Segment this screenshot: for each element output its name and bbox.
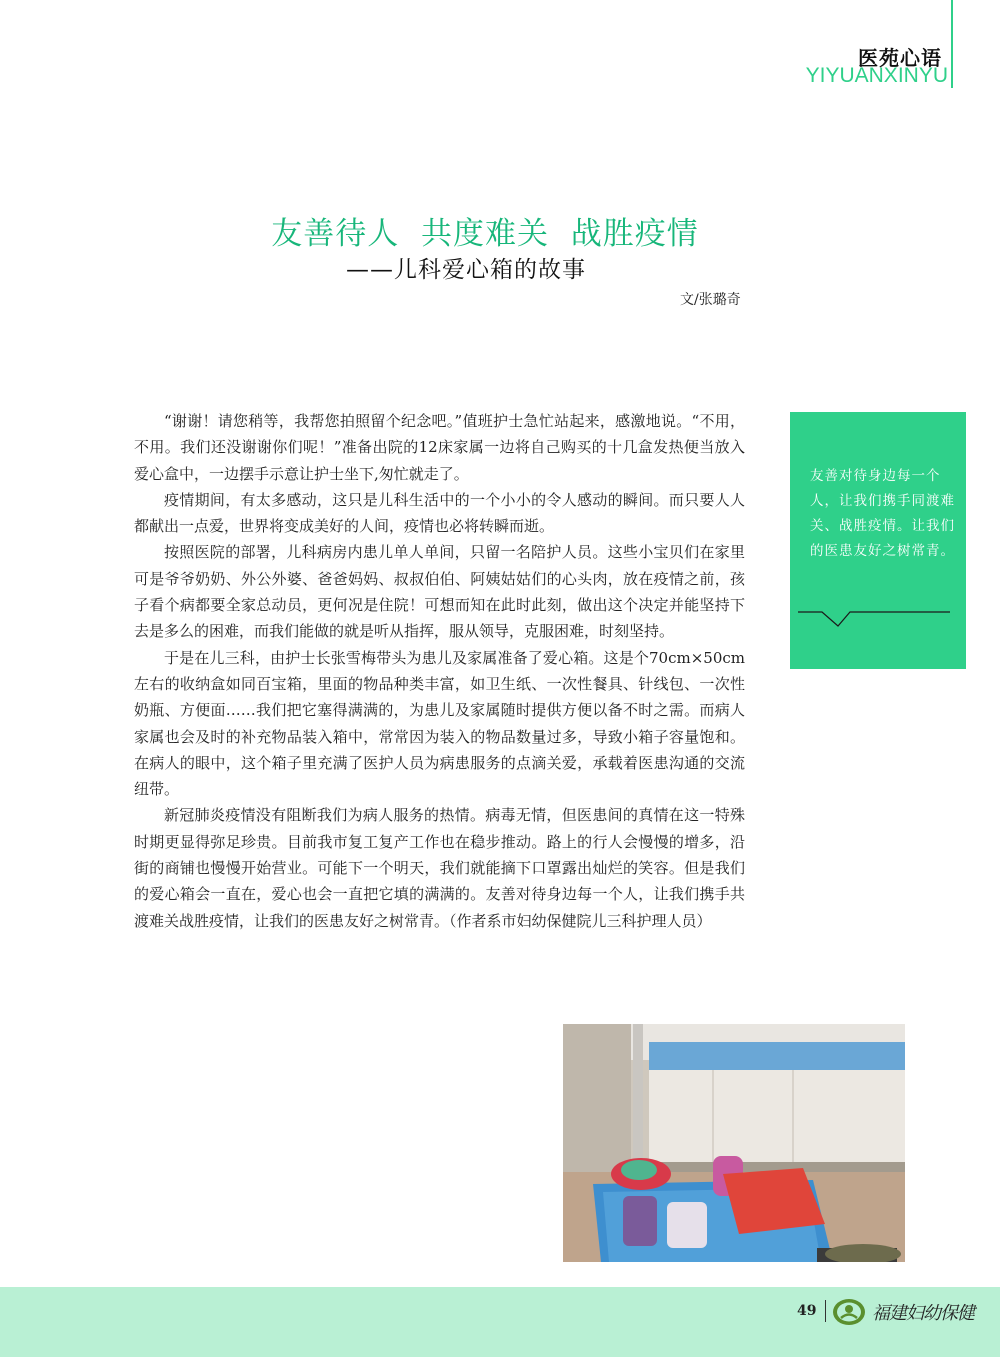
footer-divider: [825, 1300, 826, 1322]
page-number: 49: [797, 1303, 817, 1319]
paragraph: 新冠肺炎疫情没有阻断我们为病人服务的热情。病毒无情，但医患间的真情在这一特殊时期更显得弥足珍贵。目前我市复工复产工作也在稳步推动。路上的行人会慢慢的增多，沿街的商铺也慢慢开始营业。可能下一个明天，我们就能摘下口罩露出灿烂的笑容。但是我们的爱心箱会一直在，爱心也会一直把它填的满满的。友善对待身边每一个人，让我们携手共渡难关战胜疫情，让我们的医患友好之树常青。（作者系市妇幼保健院儿三科护理人员）: [134, 806, 745, 930]
speech-pointer-icon: [790, 412, 966, 669]
article-body: [134, 408, 745, 934]
article-subtitle: ——儿科爱心箱的故事: [346, 257, 586, 283]
magazine-logo-icon: [832, 1298, 866, 1326]
paragraph: 于是在儿三科，由护士长张雪梅带头为患儿及家属准备了爱心箱。这是个70cm×50cm左右的收纳盒如同百宝箱，里面的物品种类丰富，如卫生纸、一次性餐具、针线包、一次性奶瓶、方便面……我们把它塞得满满的，为患儿及家属随时提供方便以备不时之需。而病人家属也会及时的补充物品装入箱中，常常因为装入的物品数量过多，导致小箱子容量饱和。在病人的眼中，这个箱子里充满了医护人员为病患服务的点滴关爱，承载着医患沟通的交流纽带。: [134, 648, 745, 799]
magazine-name: 福建妇幼保健: [872, 1303, 974, 1324]
paragraph: “谢谢！请您稍等，我帮您拍照留个纪念吧。”值班护士急忙站起来，感激地说。“不用，不用。我们还没谢谢你们呢！”准备出院的12床家属一边将自己购买的十几盒发热便当放入爱心盒中，一边摆手示意让护士坐下,匆忙就走了。: [134, 412, 745, 483]
header-accent-line: [951, 0, 953, 88]
column-subtitle: YIYUANXINYU: [805, 64, 948, 87]
love-box-photo: [563, 1024, 905, 1262]
article-title: 友善待人 共度难关 战胜疫情: [271, 216, 699, 252]
column-title: 医苑心语: [858, 46, 942, 70]
pull-quote-text: 友善对待身边每一个人，让我们携手同渡难关、战胜疫情。让我们的医患友好之树常青。: [810, 468, 955, 559]
pull-quote-box: [790, 412, 966, 669]
photo-illustration: [563, 1024, 905, 1262]
article-author: 文/张璐奇: [680, 292, 741, 308]
paragraph: 按照医院的部署，儿科病房内患儿单人单间，只留一名陪护人员。这些小宝贝们在家里可是爷爷奶奶、外公外婆、爸爸妈妈、叔叔伯伯、阿姨姑姑们的心头肉，放在疫情之前，孩子看个病都要全家总动员，更何况是住院！可想而知在此时此刻，做出这个决定并能坚持下去是多么的困难，而我们能做的就是听从指挥，服从领导，克服困难，时刻坚持。: [134, 543, 745, 641]
paragraph: 疫情期间，有太多感动，这只是儿科生活中的一个小小的令人感动的瞬间。而只要人人都献出一点爱，世界将变成美好的人间，疫情也必将转瞬而逝。: [134, 490, 745, 536]
